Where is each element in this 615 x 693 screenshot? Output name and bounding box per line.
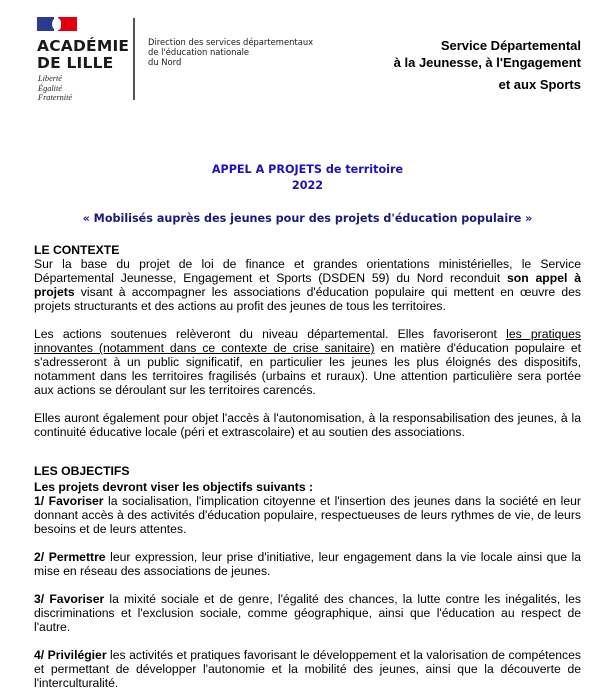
devise-liberte: Liberté (38, 74, 62, 83)
contexte-paragraph-3: Elles auront également pour objet l'accès à l'autonomisation, à la responsabilisation des jeunes, à la continuité éducative locale (péri et extrascolaire) et au soutien des associations. (34, 411, 581, 439)
emphasis: son appel à projets (34, 271, 581, 299)
service-line3: et aux Sports (498, 77, 581, 92)
section-contexte (34, 243, 581, 439)
objective-item (34, 648, 581, 690)
text: en matière d'éducation populaire et s'adresseront à un public significatif, en particulier les jeunes les plus éloignés des dispositifs, notamment dans les territoires fragilisés (urbains et ruraux). Une attention particulière sera portée aux actions se déroulant sur les territoires carencés. (34, 341, 581, 397)
direction-line1: Direction des services départementaux (148, 37, 314, 47)
title-year: 2022 (291, 179, 324, 192)
academie-line1: ACADÉMIE (37, 37, 130, 55)
direction-line2: de l'éducation nationale (148, 47, 250, 57)
devise-fraternite: Fraternité (38, 93, 73, 102)
direction-line3: du Nord (148, 57, 182, 67)
text: Les actions soutenues relèveront du niveau départemental. Elles favoriseront (34, 327, 507, 341)
section-objectifs (34, 464, 581, 690)
marianne-flag-icon (37, 17, 77, 31)
document-title (0, 162, 615, 194)
heading-contexte: LE CONTEXTE (34, 243, 120, 257)
contexte-paragraph-1 (34, 257, 581, 313)
objectifs-intro: Les projets devront viser les objectifs suivants : (34, 480, 314, 494)
objective-text: les activités et pratiques favorisant le développement et la valorisation de compétences et permettant de développer l'autonomie et la mobilité des jeunes, ainsi que la découverte de l'interculturalité. (34, 648, 582, 690)
objective-item (34, 494, 581, 536)
contexte-paragraph-2 (34, 327, 581, 397)
heading-objectifs: LES OBJECTIFS (34, 464, 130, 478)
objective-number: 3/ (34, 592, 45, 606)
text: visant à accompagner les associations d'éducation populaire qui mettent en œuvre des projets structurants et des actions au profit des jeunes de tous les territoires. (34, 285, 581, 313)
document-subtitle: « Mobilisés auprès des jeunes pour des projets d'éducation populaire » (82, 212, 533, 225)
service-header (394, 37, 581, 93)
objective-text: leur expression, leur prise d'initiative, leur engagement dans la vie locale ainsi que la mise en réseau des associations de jeunes. (34, 550, 581, 578)
objective-verb: Permettre (48, 550, 106, 564)
devise-egalite: Égalité (38, 83, 62, 93)
direction-label (148, 37, 313, 67)
objective-number: 2/ (34, 550, 45, 564)
devise (38, 74, 72, 103)
service-line1: Service Départemental (440, 38, 581, 53)
logo-divider (133, 18, 135, 100)
text: Sur la base du projet de loi de finance et grandes orientations ministérielles, le Service Départemental Jeunesse, Engagement et Sports (DSDEN 59) du Nord reconduit (34, 257, 581, 285)
objective-verb: Favoriser (49, 592, 105, 606)
objective-number: 1/ (34, 494, 45, 508)
objective-verb: Privilégier (47, 648, 107, 662)
objective-number: 4/ (34, 648, 45, 662)
objective-verb: Favoriser (48, 494, 104, 508)
title-line1: APPEL A PROJETS de territoire (211, 163, 404, 176)
academie-line2: DE LILLE (37, 54, 114, 72)
service-line2: à la Jeunesse, à l'Engagement (393, 55, 581, 70)
underlined-text: les pratiques innovantes (notamment dans ce contexte de crise sanitaire) (34, 327, 581, 355)
objective-item (34, 550, 581, 578)
objective-text: la mixité sociale et de genre, l'égalité des chances, la lutte contre les inégalités, les discriminations et l'exclusion sociale, comme géographique, ainsi que l'éducation au respect de l'autre. (34, 592, 581, 634)
academie-name (37, 38, 129, 72)
objective-text: la socialisation, l'implication citoyenne et l'insertion des jeunes dans la société en leur donnant accès à des activités d'éducation populaire, respectueuses de leurs rythmes de vie, de leurs besoins et de leurs attentes. (34, 494, 581, 536)
objective-item (34, 592, 581, 634)
